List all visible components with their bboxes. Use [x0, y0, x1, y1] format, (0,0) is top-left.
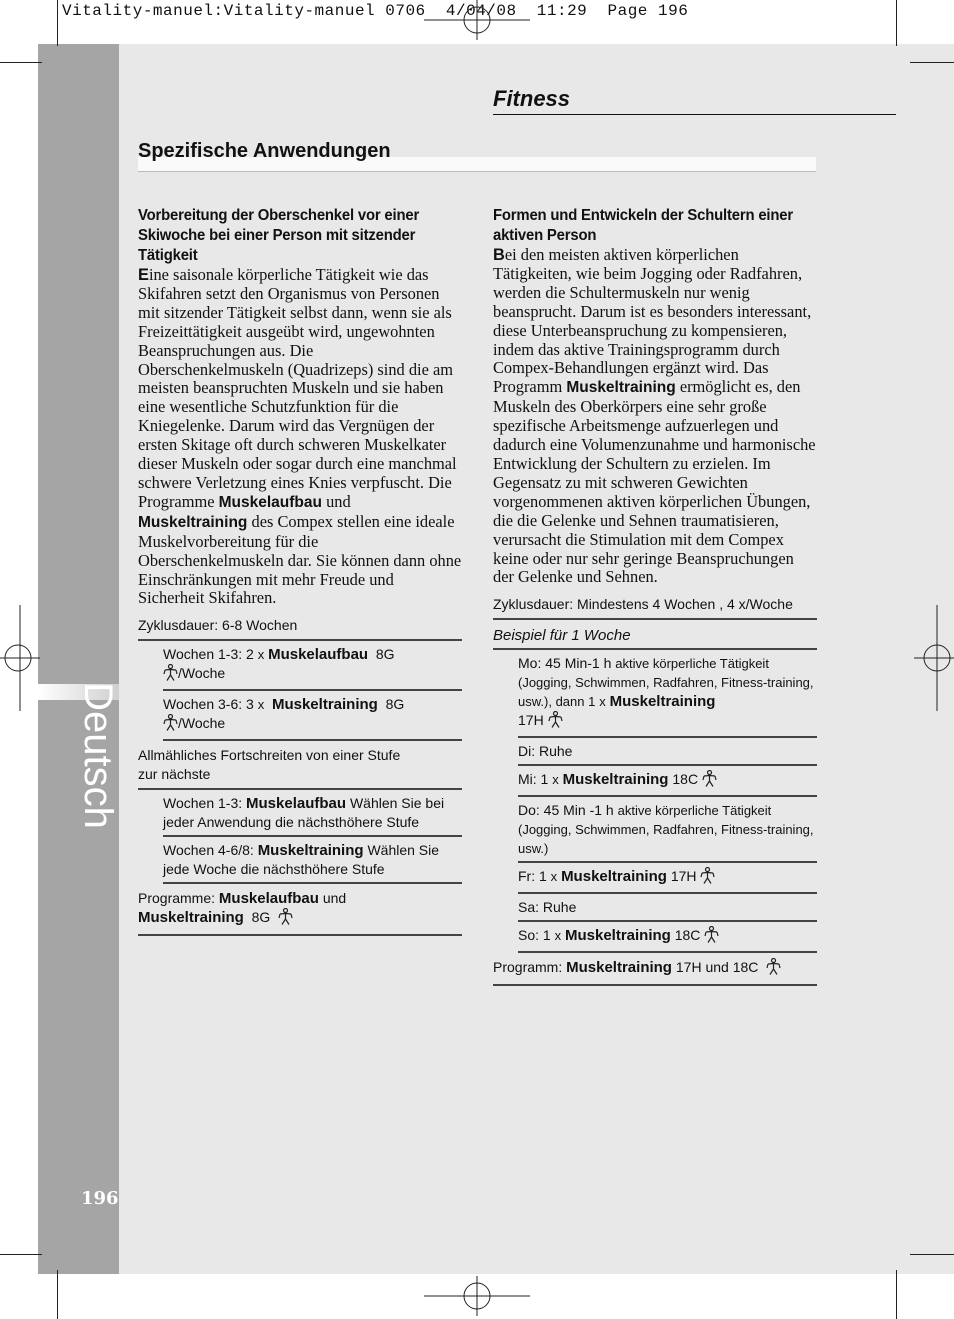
schedule-monday: Mo: 45 Min-1 h aktive körperliche Tätigkeit (Jogging, Schwimmen, Radfahren, Fitness-training, usw.), dann 1 x Muskeltraining 17H [518, 650, 817, 738]
training-figure-icon [163, 714, 178, 736]
list-item: Wochen 4-6/8: Muskeltraining Wählen Sie jede Woche die nächsthöhere Stufe [163, 837, 462, 884]
crop-mark [910, 62, 954, 63]
schedule-thursday: Do: 45 Min -1 h aktive körperliche Tätigkeit (Jogging, Schwimmen, Radfahren, Fitness-training, usw.) [518, 797, 817, 863]
list-item: Wochen 3-6: 3 x Muskeltraining 8G /Woche [163, 691, 462, 741]
list-item: Wochen 1-3: Muskelaufbau Wählen Sie bei jeder Anwendung die nächsthöhere Stufe [163, 790, 462, 837]
crop-mark [0, 62, 42, 63]
crop-mark [57, 0, 58, 46]
schedule-sunday: So: 1 x Muskeltraining 18C [518, 922, 817, 953]
training-figure-icon [548, 711, 563, 733]
training-figure-icon [278, 908, 293, 930]
training-figure-icon [700, 867, 715, 889]
crop-mark [910, 1254, 954, 1255]
subtitle-rule [138, 171, 816, 172]
language-label: Deutsch [75, 681, 120, 829]
side-band [38, 44, 119, 1274]
training-figure-icon [704, 926, 719, 948]
schedule-saturday: Sa: Ruhe [518, 894, 817, 922]
left-body: Eine saisonale körperliche Tätigkeit wie das Skifahren setzt den Organismus von Personen mit sitzender Tätigkeit selbst dann, wenn sie als Freizeittätigkeit ausgeübt wird, ungewohnten Beanspruchungen aus. Die Oberschenkelmuskeln (Quadrizeps) sind die am meisten beanspruchten Muskeln und sie haben eine wesentliche Schutzfunktion für die Kniegelenke. Darum wird das Vergnügen der ersten Skitage oft durch schweren Muskelkater dieser Muskeln oder sogar durch eine manchmal schwere Verletzung eines Knies verpfuscht. Die Programme Muskelaufbau und Muskeltraining des Compex stellen eine ideale Muskelvorbereitung für die Oberschenkelmuskeln dar. Sie können dann ohne Einschränkungen mit mehr Freude und Sicherheit Skifahren. [138, 265, 462, 608]
training-figure-icon [702, 770, 717, 792]
crop-mark [896, 0, 897, 46]
schedule-wednesday: Mi: 1 x Muskeltraining 18C [518, 766, 817, 797]
drop-cap: E [138, 266, 149, 284]
programs-line: Programme: Muskelaufbau und Muskeltraining 8G [138, 884, 462, 936]
print-slug: Vitality-manuel:Vitality-manuel 0706 4/04/08 11:29 Page 196 [62, 2, 689, 20]
example-heading: Beispiel für 1 Woche [493, 620, 817, 650]
training-figure-icon [766, 958, 781, 980]
program-line: Programm: Muskeltraining 17H und 18C [493, 953, 817, 986]
right-body: Bei den meisten aktiven körperlichen Tätigkeiten, wie beim Jogging oder Radfahren, werden die Schultermuskeln nur wenig beansprucht. Darum ist es besonders interessant, diese Unterbeanspruchung zu kompensieren, indem das aktive Trainingsprogramm durch Compex-Behandlungen ergänzt wird. Das Programm Muskeltraining ermöglicht es, den Muskeln des Oberkörpers eine sehr große spezifische Arbeitsmenge aufzuerlegen und dadurch eine Volumenzunahme und harmonische Entwicklung der Schultern zu erzielen. Im Gegensatz zu mit schweren Gewichten vorgenommenen aktiven körperlichen Übungen, die die Gelenke und Sehnen traumatisieren, verursacht die Stimulation mit dem Compex keine oder nur sehr geringe Beanspruchungen der Gelenke und Sehnen. [493, 245, 816, 587]
registration-mark-icon [424, 1276, 530, 1316]
list-item: Wochen 1-3: 2 x Muskelaufbau 8G /Woche [163, 641, 462, 691]
registration-mark-icon [0, 605, 40, 711]
right-column [493, 206, 817, 986]
progression-note: Allmähliches Fortschreiten von einer Stufe zur nächste [138, 741, 462, 790]
section-rule [493, 114, 896, 115]
section-title: Fitness [493, 86, 571, 111]
schedule-tuesday: Di: Ruhe [518, 738, 817, 766]
drop-cap: B [493, 246, 505, 264]
crop-mark [0, 1254, 42, 1255]
right-heading: Formen und Entwickeln der Schultern einer aktiven Person [493, 207, 793, 244]
registration-mark-icon [424, 0, 530, 40]
page-number: 196 [81, 1188, 119, 1209]
crop-mark [896, 1270, 897, 1319]
left-column [138, 206, 462, 936]
crop-mark [57, 1270, 58, 1319]
cycle-duration: Zyklusdauer: 6-8 Wochen [138, 616, 462, 641]
left-heading: Vorbereitung der Oberschenkel vor einer Skiwoche bei einer Person mit sitzender Tätigkeit [138, 207, 420, 264]
schedule-friday: Fr: 1 x Muskeltraining 17H [518, 863, 817, 894]
registration-mark-icon [914, 605, 954, 711]
page-subtitle: Spezifische Anwendungen [138, 140, 391, 162]
cycle-duration: Zyklusdauer: Mindestens 4 Wochen , 4 x/Woche [493, 595, 817, 620]
training-figure-icon [163, 664, 178, 686]
